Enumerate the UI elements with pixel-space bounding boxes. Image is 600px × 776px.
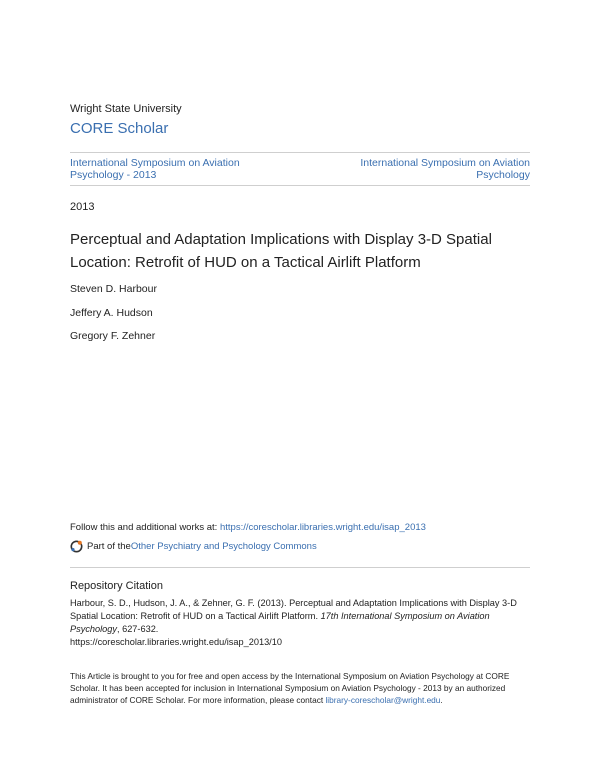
follow-line — [70, 522, 426, 533]
commons-link[interactable]: Other Psychiatry and Psychology Commons — [130, 541, 317, 552]
divider-collections — [70, 185, 530, 186]
about-notice — [70, 670, 540, 706]
paper-title: Perceptual and Adaptation Implications with Display 3-D Spatial Location: Retrofit of HUD on a Tactical Airlift Platform — [70, 231, 492, 271]
citation-body: Harbour, S. D., Hudson, J. A., & Zehner, G. F. (2013). Perceptual and Adaptation Implications with Display 3-D Spatial Location: Retrofit of HUD on a Tactical Airlift Platform. — [70, 598, 517, 621]
citation-text — [70, 597, 540, 649]
citation-url: https://corescholar.libraries.wright.edu/isap_2013/10 — [70, 637, 282, 647]
network-commons-icon — [70, 540, 83, 553]
author-name: Gregory F. Zehner — [70, 330, 156, 342]
citation-heading: Repository Citation — [70, 580, 163, 592]
part-of-line — [70, 540, 317, 553]
author-name: Steven D. Harbour — [70, 283, 157, 295]
part-of-prefix: Part of the — [87, 541, 131, 552]
author-name: Jeffery A. Hudson — [70, 307, 153, 319]
collection-link-2013[interactable]: International Symposium on Aviation Psychology - 2013 — [70, 157, 240, 181]
about-end: . — [440, 695, 443, 705]
divider-citation — [70, 567, 530, 568]
follow-link[interactable]: https://corescholar.libraries.wright.edu/isap_2013 — [219, 522, 426, 533]
divider-top — [70, 152, 530, 153]
collection-link-series[interactable]: International Symposium on Aviation Psychology — [360, 157, 530, 181]
contact-email-link[interactable]: library-corescholar@wright.edu — [325, 695, 441, 705]
citation-journal: 17th International Symposium on Aviation Psychology — [70, 611, 490, 634]
institution-name: Wright State University — [70, 103, 182, 115]
citation-pages: , 627-632. — [116, 624, 159, 634]
repository-link[interactable]: CORE Scholar — [70, 120, 169, 137]
publication-year: 2013 — [70, 201, 95, 213]
about-text: This Article is brought to you for free and open access by the International Symposium on Aviation Psychology at CORE Scholar. It has been accepted for inclusion in International Symposium on Aviation Psychology - 2013 by an authorized administrator of CORE Scholar. For more information, please contact — [70, 671, 510, 705]
follow-prefix: Follow this and additional works at: — [70, 522, 220, 533]
